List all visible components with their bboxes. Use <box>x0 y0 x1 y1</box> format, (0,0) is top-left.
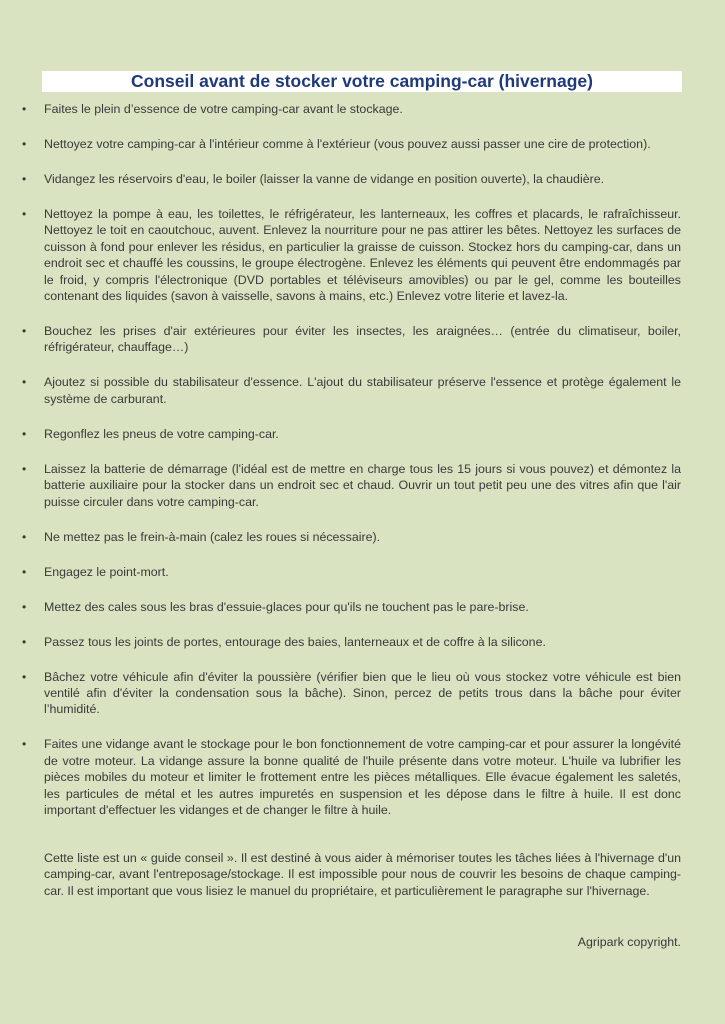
bullet-icon: • <box>22 137 27 151</box>
list-item <box>22 529 681 545</box>
list-item <box>22 736 681 818</box>
bullet-icon: • <box>22 375 27 390</box>
bullet-icon: • <box>22 461 27 476</box>
list-item-text: Faites une vidange avant le stockage pour le bon fonctionnement de votre camping-car et pour assurer la longévité de votre moteur. La vidange assure la bonne qualité de l'huile présente dans votre moteur. L'huile va lubrifier les pièces mobiles du moteur et limiter le frottement entre les pièces métalliques. Elle évacue également les saletés, les particules de métal et les autres impuretés en suspension et les dépose dans le filtre à huile. Il est donc important d'effectuer les vidanges et de changer le filtre à huile. <box>44 737 681 818</box>
list-item <box>22 564 681 580</box>
bullet-icon: • <box>22 634 27 649</box>
advice-list <box>0 101 725 837</box>
list-item-text: Engagez le point-mort. <box>44 564 169 579</box>
bullet-icon: • <box>22 669 27 684</box>
list-item-text: Ne mettez pas le frein-à-main (calez les roues si nécessaire). <box>44 529 381 544</box>
bullet-icon: • <box>22 207 27 221</box>
list-item <box>22 171 681 187</box>
closing-paragraph: Cette liste est un « guide conseil ». Il est destiné à vous aider à mémoriser toutes les tâches liées à l'hivernage d'un camping-car, avant l'entreposage/stockage. Il est impossible pour nous de couvrir les besoins de chaque camping-car. Il est important que vous lisiez le manuel du propriétaire, et particulièrement le paragraphe sur l'hivernage. <box>44 851 681 898</box>
list-item <box>22 206 681 304</box>
list-item-text: Nettoyez votre camping-car à l'intérieur comme à l'extérieur (vous pouvez aussi passer une cire de protection). <box>44 137 651 151</box>
bullet-icon: • <box>22 324 27 339</box>
list-item-text: Laissez la batterie de démarrage (l'idéal est de mettre en charge tous les 15 jours si vous pouvez) et démontez la batterie auxiliaire pour la stocker dans un endroit sec et chaud. Ouvrir un tout petit peu une des vitres afin que l'air puisse circuler dans votre camping-car. <box>44 461 681 509</box>
bullet-icon: • <box>22 102 27 116</box>
bullet-icon: • <box>22 564 27 579</box>
list-item <box>22 374 681 407</box>
list-item-text: Faites le plein d’essence de votre camping-car avant le stockage. <box>44 102 403 116</box>
list-item <box>22 599 681 615</box>
bullet-icon: • <box>22 426 27 441</box>
list-item-text: Mettez des cales sous les bras d'essuie-glaces pour qu'ils ne touchent pas le pare-brise. <box>44 599 529 614</box>
copyright-notice: Agripark copyright. <box>577 935 681 949</box>
list-item-text: Ajoutez si possible du stabilisateur d'essence. L'ajout du stabilisateur préserve l'essence et protège également le système de carburant. <box>44 375 681 406</box>
bullet-icon: • <box>22 172 27 186</box>
list-item-text: Vidangez les réservoirs d'eau, le boiler (laisser la vanne de vidange en position ouverte), la chaudière. <box>44 172 605 186</box>
title-box <box>42 71 682 92</box>
page-title: Conseil avant de stocker votre camping-car (hivernage) <box>131 71 593 91</box>
bullet-icon: • <box>22 529 27 544</box>
list-item-text: Passez tous les joints de portes, entourage des baies, lanterneaux et de coffre à la silicone. <box>44 634 546 649</box>
list-item <box>22 634 681 650</box>
list-item <box>22 323 681 356</box>
list-item-text: Bâchez votre véhicule afin d'éviter la poussière (vérifier bien que le lieu où vous stockez votre véhicule est bien ventilé afin d'éviter la condensation sous la bâche). Sinon, percez de petits trous dans la bâche pour éviter l’humidité. <box>44 669 681 717</box>
list-item <box>22 426 681 442</box>
list-item <box>22 101 681 117</box>
list-item-text: Nettoyez la pompe à eau, les toilettes, le réfrigérateur, les lanterneaux, les coffres et placards, le rafraîchisseur. Nettoyez le toit en caoutchouc, auvent. Enlevez la nourriture pour ne pas attirer les bêtes. Nettoyez les surfaces de cuisson à fond pour enlever les résidus, en particulier la graisse de cuisson. Stockez hors du camping-car, dans un endroit sec et chauffé les coussins, le groupe électrogène. Enlevez les éléments qui peuvent être endommagés par le froid, y compris l'électronique (DVD portables et téléviseurs amovibles) ou par le gel, comme les bouteilles contenant des liquides (savon à vaisselle, savons à mains, etc.) Enlevez votre literie et lavez-la. <box>44 207 681 304</box>
list-item <box>22 461 681 510</box>
list-item <box>22 669 681 718</box>
bullet-icon: • <box>22 599 27 614</box>
list-item-text: Regonflez les pneus de votre camping-car. <box>44 426 279 441</box>
list-item-text: Bouchez les prises d'air extérieures pour éviter les insectes, les araignées… (entrée du climatiseur, boiler, réfrigérateur, chauffage…) <box>44 324 681 355</box>
list-item <box>22 136 681 152</box>
bullet-icon: • <box>22 737 27 752</box>
